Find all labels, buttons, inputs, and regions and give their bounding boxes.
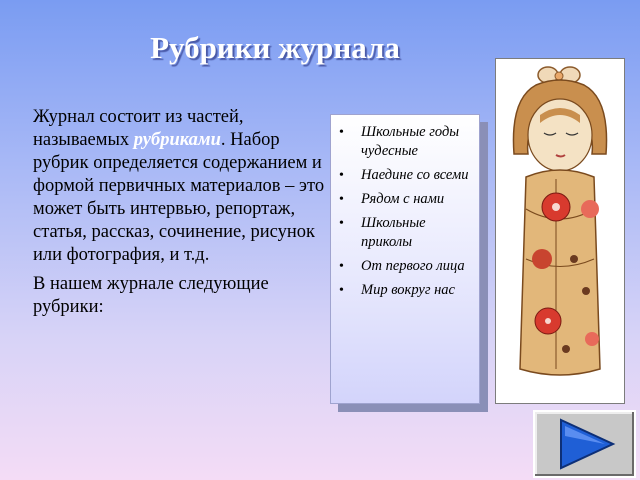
intro-paragraph-1	[33, 106, 333, 267]
bullet-icon: •	[339, 168, 344, 183]
bullet-icon: •	[339, 216, 344, 231]
intro-part-1: Журнал состоит из частей, называемых	[33, 107, 244, 150]
rubric-item	[339, 190, 473, 209]
next-slide-button[interactable]	[533, 410, 636, 478]
intro-part-2: . Набор рубрик определяется содержанием и формой первичных материалов – это может быть интервью, репортаж, статья, рассказ, сочинение, рисунок или фотография, и т.д.	[33, 130, 325, 265]
rubric-item	[339, 123, 473, 161]
rubric-label: Школьные годы чудесные	[361, 124, 460, 159]
rubric-card	[330, 114, 480, 404]
rubric-label: От первого лица	[361, 258, 465, 274]
doll-portrait-image	[495, 58, 625, 404]
rubric-list	[331, 115, 479, 300]
play-arrow-icon	[549, 418, 621, 470]
bullet-icon: •	[339, 259, 344, 274]
doll-drawing-icon	[496, 59, 624, 403]
rubric-item	[339, 166, 473, 185]
rubric-item	[339, 281, 473, 300]
intro-highlight: рубриками	[133, 130, 221, 150]
intro-paragraph-2: В нашем журнале следующие рубрики:	[33, 274, 269, 317]
bullet-icon: •	[339, 125, 344, 140]
rubric-item	[339, 214, 473, 252]
rubric-label: Мир вокруг нас	[361, 282, 455, 298]
bullet-icon: •	[339, 192, 344, 207]
rubric-item	[339, 257, 473, 276]
bullet-icon: •	[339, 283, 344, 298]
slide-title: Рубрики журнала	[150, 30, 400, 65]
intro-text	[33, 106, 333, 325]
rubric-label: Школьные приколы	[361, 215, 426, 250]
rubric-label: Рядом с нами	[361, 191, 445, 207]
rubric-label: Наедине со всеми	[361, 167, 469, 183]
